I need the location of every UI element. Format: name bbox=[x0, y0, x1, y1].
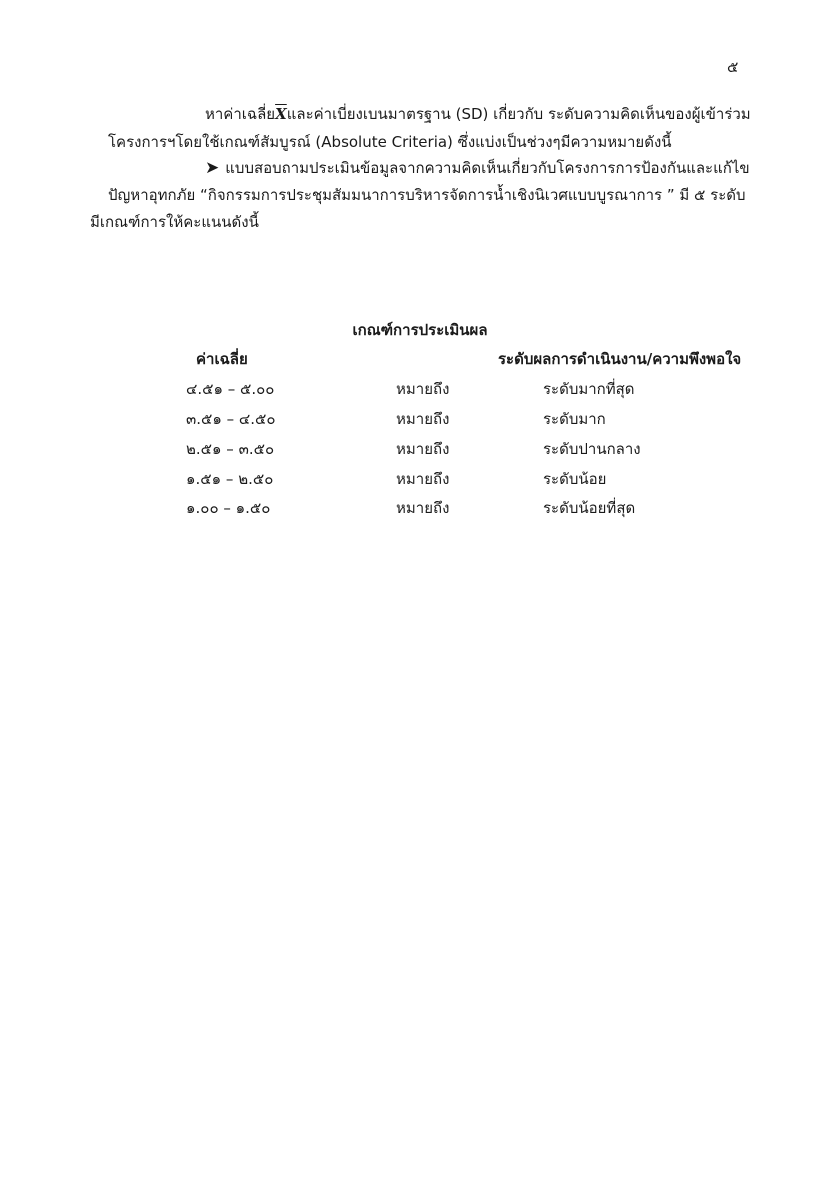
paragraph-line-1-pre: หาค่าเฉลี่ย bbox=[205, 105, 276, 123]
criteria-header-mean: ค่าเฉลี่ย bbox=[196, 350, 248, 368]
paragraph-line-1-post: และค่าเบี่ยงเบนมาตรฐาน (SD) เกี่ยวกับ ระดับความคิดเห็นของผู้เข้าร่วม bbox=[286, 105, 751, 123]
criteria-means: หมายถึง bbox=[396, 440, 450, 458]
paragraph-line-3 bbox=[205, 158, 750, 178]
criteria-level: ระดับปานกลาง bbox=[543, 440, 641, 458]
criteria-range: ๑.๐๐ – ๑.๕๐ bbox=[186, 499, 271, 517]
arrow-bullet-icon: ➤ bbox=[205, 158, 220, 178]
page-number: ๕ bbox=[727, 58, 739, 76]
criteria-level: ระดับน้อยที่สุด bbox=[543, 499, 636, 517]
paragraph-line-1 bbox=[205, 104, 751, 124]
criteria-row bbox=[0, 407, 840, 431]
paragraph-line-4: ปัญหาอุทกภัย “กิจกรรมการประชุมสัมมนาการบริหารจัดการน้ำเชิงนิเวศแบบบูรณาการ ” มี ๕ ระดับ bbox=[108, 186, 746, 204]
criteria-means: หมายถึง bbox=[396, 380, 450, 398]
paragraph-line-5: มีเกณฑ์การให้คะแนนดังนี้ bbox=[90, 213, 259, 231]
criteria-header-level: ระดับผลการดำเนินงาน/ความพึงพอใจ bbox=[498, 350, 742, 368]
criteria-means: หมายถึง bbox=[396, 499, 450, 517]
criteria-level: ระดับมากที่สุด bbox=[543, 380, 635, 398]
criteria-level: ระดับมาก bbox=[543, 410, 606, 428]
criteria-range: ๔.๕๑ – ๕.๐๐ bbox=[186, 380, 275, 398]
criteria-range: ๑.๕๑ – ๒.๕๐ bbox=[186, 470, 274, 488]
criteria-means: หมายถึง bbox=[396, 470, 450, 488]
criteria-means: หมายถึง bbox=[396, 410, 450, 428]
criteria-range: ๓.๕๑ – ๔.๕๐ bbox=[186, 410, 276, 428]
paragraph-line-2: โครงการฯโดยใช้เกณฑ์สัมบูรณ์ (Absolute Criteria) ซึ่งแบ่งเป็นช่วงๆมีความหมายดังนี้ bbox=[108, 133, 672, 151]
criteria-row bbox=[0, 377, 840, 401]
x-bar-symbol: $\overline{X}$ bbox=[275, 105, 287, 123]
criteria-row bbox=[0, 496, 840, 520]
criteria-row bbox=[0, 467, 840, 491]
paragraph-line-3-text: แบบสอบถามประเมินข้อมูลจากความคิดเห็นเกี่ยวกับโครงการการป้องกันและแก้ไข bbox=[225, 159, 750, 177]
criteria-level: ระดับน้อย bbox=[543, 470, 607, 488]
criteria-title: เกณฑ์การประเมินผล bbox=[352, 321, 488, 339]
criteria-range: ๒.๕๑ – ๓.๕๐ bbox=[186, 440, 275, 458]
criteria-row bbox=[0, 437, 840, 461]
